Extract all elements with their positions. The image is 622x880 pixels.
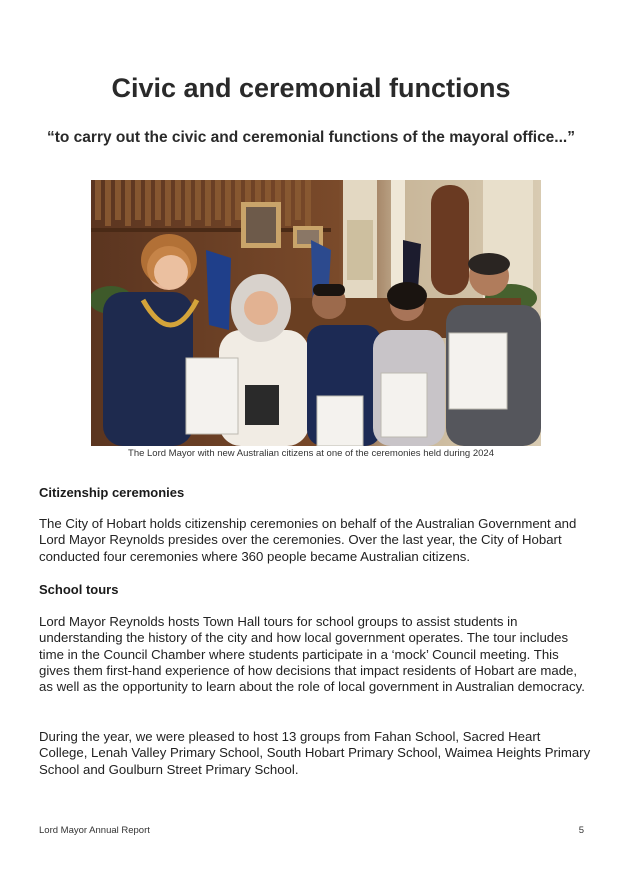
page-title: Civic and ceremonial functions xyxy=(111,73,511,103)
paragraph-school-tours: Lord Mayor Reynolds hosts Town Hall tours for school groups to assist students in understanding the history of the city and how local government operates. The tour includes time in the Council Chamber where students participate in a ‘mock’ Council meeting. This gives them first-hand experience of how decisions that impact residents of Hobart are made, as well as the opportunity to learn about the role of local government in Australian democracy. xyxy=(39,614,585,695)
section-heading-citizenship: Citizenship ceremonies xyxy=(39,485,185,500)
paragraph-citizenship: The City of Hobart holds citizenship ceremonies on behalf of the Australian Government and Lord Mayor Reynolds presides over the ceremonies. Over the last year, the City of Hobart conducted four ceremonies where 360 people became Australian citizens. xyxy=(39,516,577,564)
footer-report-title: Lord Mayor Annual Report xyxy=(39,825,150,836)
pull-quote: “to carry out the civic and ceremonial functions of the mayoral office...” xyxy=(47,129,575,146)
ceremony-photo-illustration xyxy=(91,180,541,446)
section-heading-school-tours: School tours xyxy=(39,582,119,597)
paragraph-school-groups: During the year, we were pleased to host 13 groups from Fahan School, Sacred Heart College, Lenah Valley Primary School, South Hobart Primary School, Waimea Heights Primary School and Goulburn Street Primary School. xyxy=(39,729,591,777)
ceremony-photo xyxy=(91,180,541,446)
footer-page-number: 5 xyxy=(578,825,584,836)
photo-caption: The Lord Mayor with new Australian citizens at one of the ceremonies held during 2024 xyxy=(128,448,494,459)
